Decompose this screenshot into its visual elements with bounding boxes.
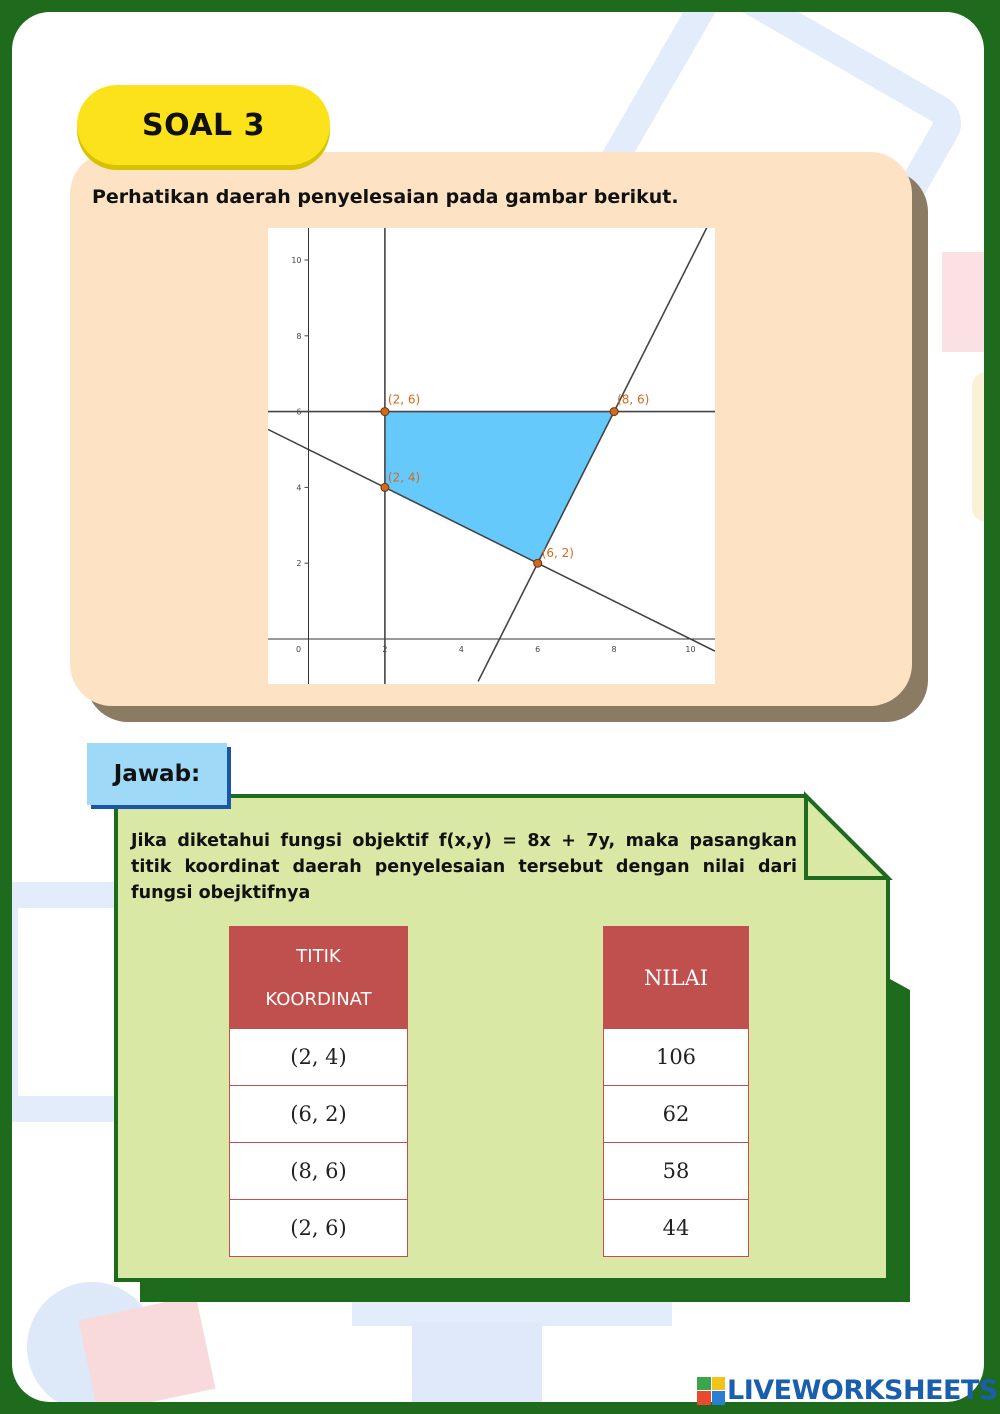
answer-card-fold: [806, 796, 888, 878]
vertex-label: (2, 6): [387, 392, 421, 407]
brand-name: LIVEWORKSHEETS: [727, 1375, 998, 1406]
y-tick-label: 10: [291, 256, 302, 265]
coordinate-cell[interactable]: (6, 2): [230, 1085, 407, 1142]
x-tick-label: 10: [685, 645, 696, 654]
feasible-region: [385, 412, 614, 564]
coordinate-table-header: [230, 927, 407, 1028]
page-title: SOAL 3: [77, 85, 330, 165]
answer-instructions: Jika diketahui fungsi objektif f(x,y) = 8x + 7y, maka pasangkan titik koordinat daerah penyelesaian tersebut dengan nilai dari fungsi obejktifnya: [131, 831, 797, 903]
vertex-point: [534, 559, 542, 567]
y-tick-label: 8: [296, 331, 302, 341]
value-cell[interactable]: 106: [604, 1028, 748, 1085]
y-tick-label: 2: [296, 559, 302, 569]
coordinate-cell[interactable]: (2, 4): [230, 1028, 407, 1085]
vertex-point: [610, 408, 618, 416]
brand-logo: [697, 1375, 998, 1406]
value-cell[interactable]: 58: [604, 1142, 748, 1199]
vertex-point: [381, 483, 389, 491]
vertex-point: [381, 408, 389, 416]
liveworksheets-icon: [697, 1377, 725, 1405]
coordinate-table: [229, 926, 408, 1257]
header-line: KOORDINAT: [265, 988, 372, 1010]
x-tick-label: 0: [295, 645, 302, 654]
x-tick-label: 8: [611, 645, 617, 654]
y-tick-label: 6: [296, 407, 302, 417]
vertex-label: (2, 4): [387, 470, 421, 485]
header-line: TITIK: [296, 945, 341, 967]
value-cell[interactable]: 44: [604, 1199, 748, 1256]
x-tick-label: 4: [458, 645, 464, 654]
decorative-shape: [972, 372, 984, 522]
decorative-square: [412, 1322, 542, 1402]
x-tick-label: 2: [382, 645, 388, 654]
decorative-shape: [942, 252, 984, 352]
value-table: [603, 926, 749, 1257]
question-text: Perhatikan daerah penyelesaian pada gambar berikut.: [92, 186, 679, 208]
value-cell[interactable]: 62: [604, 1085, 748, 1142]
vertex-label: (8, 6): [617, 392, 650, 407]
x-tick-label: 6: [535, 645, 541, 654]
answer-label: Jawab:: [87, 743, 227, 805]
coordinate-cell[interactable]: (2, 6): [230, 1199, 407, 1256]
vertex-label: (6, 2): [541, 546, 574, 561]
coordinate-cell[interactable]: (8, 6): [230, 1142, 407, 1199]
value-table-header: NILAI: [604, 927, 748, 1028]
coordinate-graph: [268, 228, 715, 684]
y-tick-label: 4: [296, 483, 302, 493]
graph-figure: [268, 228, 715, 684]
